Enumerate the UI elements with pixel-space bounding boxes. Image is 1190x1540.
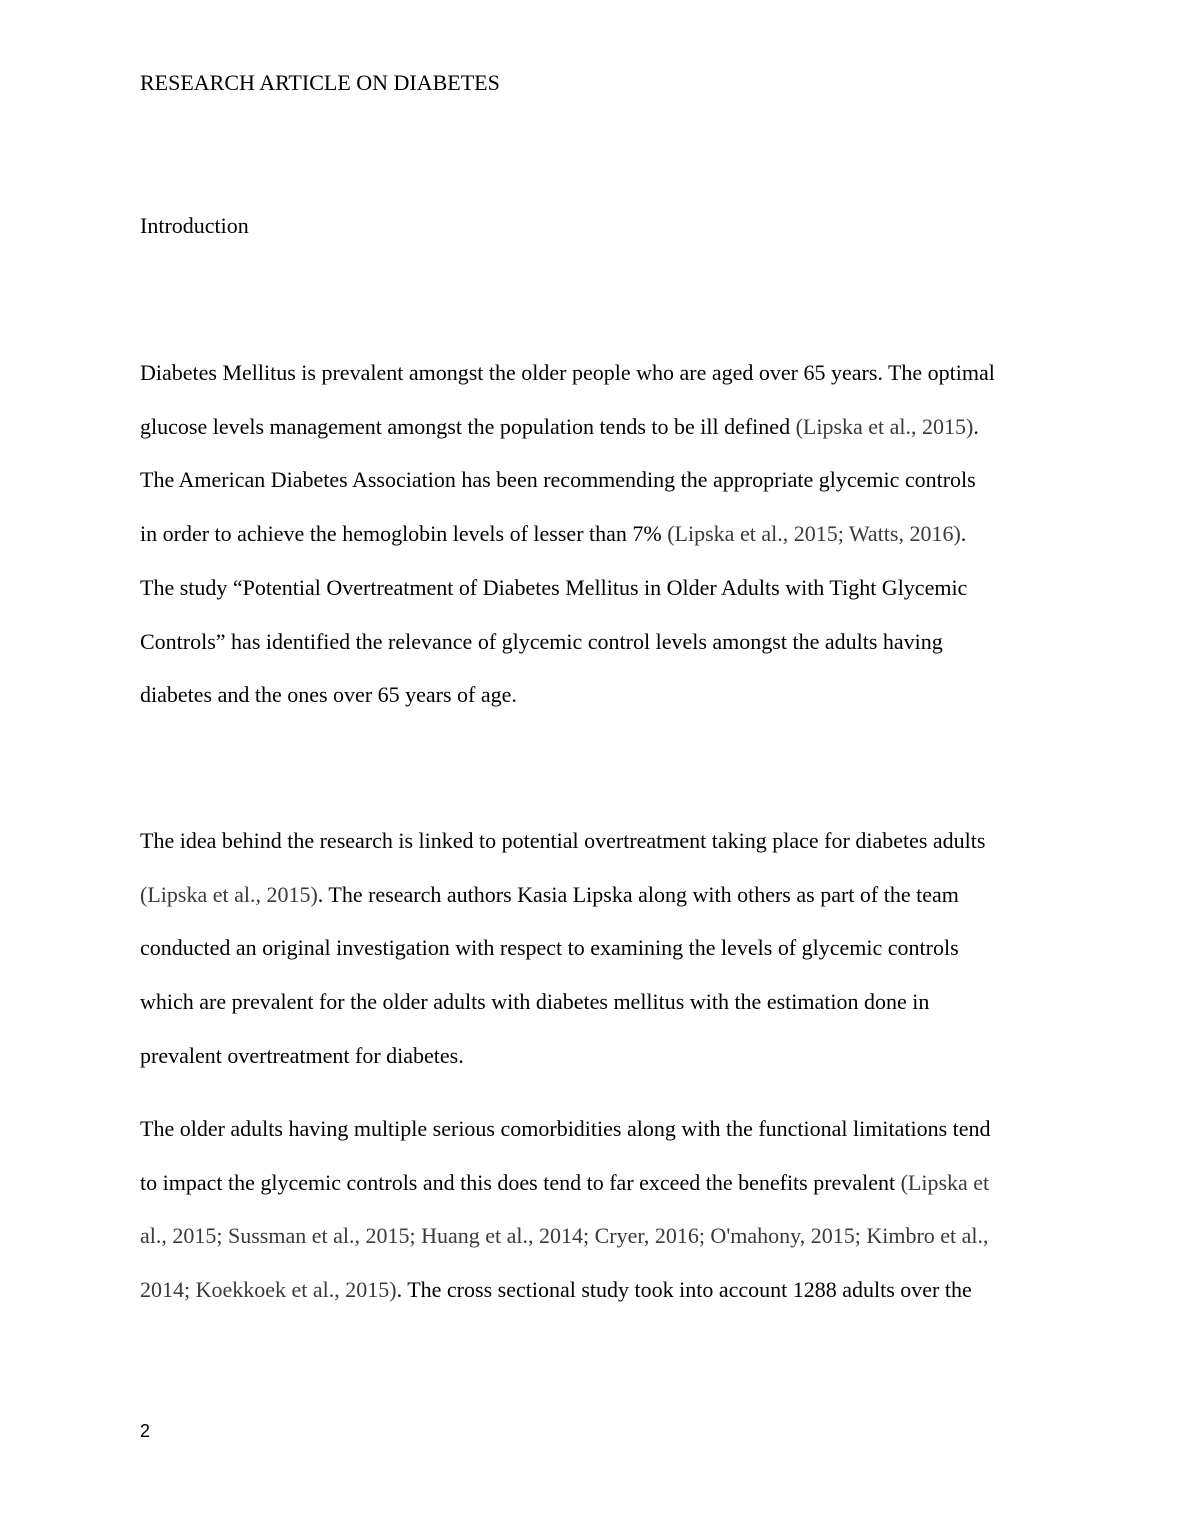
text-run: The older adults having multiple serious comorbidities along with the functional limitations tend bbox=[140, 1116, 991, 1141]
paragraph-line bbox=[140, 1043, 464, 1069]
citation: (Lipska et al., 2015) bbox=[795, 414, 974, 439]
paragraph-line bbox=[140, 360, 995, 386]
text-run: The study “Potential Overtreatment of Diabetes Mellitus in Older Adults with Tight Glycemic bbox=[140, 575, 968, 600]
citation: al., 2015; Sussman et al., 2015; Huang et al., 2014; Cryer, 2016; O'mahony, 2015; Kimbro et al., bbox=[140, 1223, 989, 1248]
section-heading: Introduction bbox=[140, 213, 249, 238]
paragraph-line bbox=[140, 575, 967, 601]
paragraph-line bbox=[140, 1223, 989, 1249]
paragraph-line bbox=[140, 1277, 972, 1303]
paragraph-line bbox=[140, 882, 959, 908]
text-run: . The research authors Kasia Lipska along with others as part of the team bbox=[317, 882, 959, 907]
text-run: . bbox=[973, 414, 979, 439]
running-head: RESEARCH ARTICLE ON DIABETES bbox=[140, 70, 500, 95]
citation: (Lipska et bbox=[900, 1170, 990, 1195]
text-run: Diabetes Mellitus is prevalent amongst the older people who are aged over 65 years. The optimal bbox=[140, 360, 995, 385]
text-run: prevalent overtreatment for diabetes. bbox=[140, 1043, 464, 1068]
text-run: The American Diabetes Association has been recommending the appropriate glycemic controls bbox=[140, 467, 976, 492]
paragraph-line bbox=[140, 828, 985, 854]
text-run: diabetes and the ones over 65 years of age. bbox=[140, 682, 517, 707]
paragraph-line bbox=[140, 414, 979, 440]
text-run: . The cross sectional study took into account 1288 adults over the bbox=[396, 1277, 972, 1302]
paragraph-line bbox=[140, 935, 959, 961]
text-run: . bbox=[960, 521, 967, 546]
text-run: which are prevalent for the older adults with diabetes mellitus with the estimation done in bbox=[140, 989, 930, 1014]
citation: (Lipska et al., 2015) bbox=[140, 882, 318, 907]
paragraph-line bbox=[140, 521, 966, 547]
citation: 2014; Koekkoek et al., 2015) bbox=[140, 1277, 397, 1302]
text-run: conducted an original investigation with respect to examining the levels of glycemic controls bbox=[140, 935, 959, 960]
text-run: The idea behind the research is linked to potential overtreatment taking place for diabetes adults bbox=[140, 828, 986, 853]
text-run: glucose levels management amongst the population tends to be ill defined bbox=[140, 414, 796, 439]
text-run: in order to achieve the hemoglobin levels of lesser than 7% bbox=[140, 521, 668, 546]
text-run: to impact the glycemic controls and this does tend to far exceed the benefits prevalent bbox=[140, 1170, 901, 1195]
text-run: Controls” has identified the relevance of glycemic control levels amongst the adults having bbox=[140, 629, 943, 654]
paragraph-line bbox=[140, 1170, 989, 1196]
paragraph-line bbox=[140, 629, 943, 655]
paragraph-line bbox=[140, 1116, 991, 1142]
paragraph-line bbox=[140, 682, 517, 708]
paragraph-line bbox=[140, 989, 929, 1015]
citation: (Lipska et al., 2015; Watts, 2016) bbox=[667, 521, 961, 546]
page-number: 2 bbox=[140, 1421, 151, 1441]
paragraph-line bbox=[140, 467, 976, 493]
